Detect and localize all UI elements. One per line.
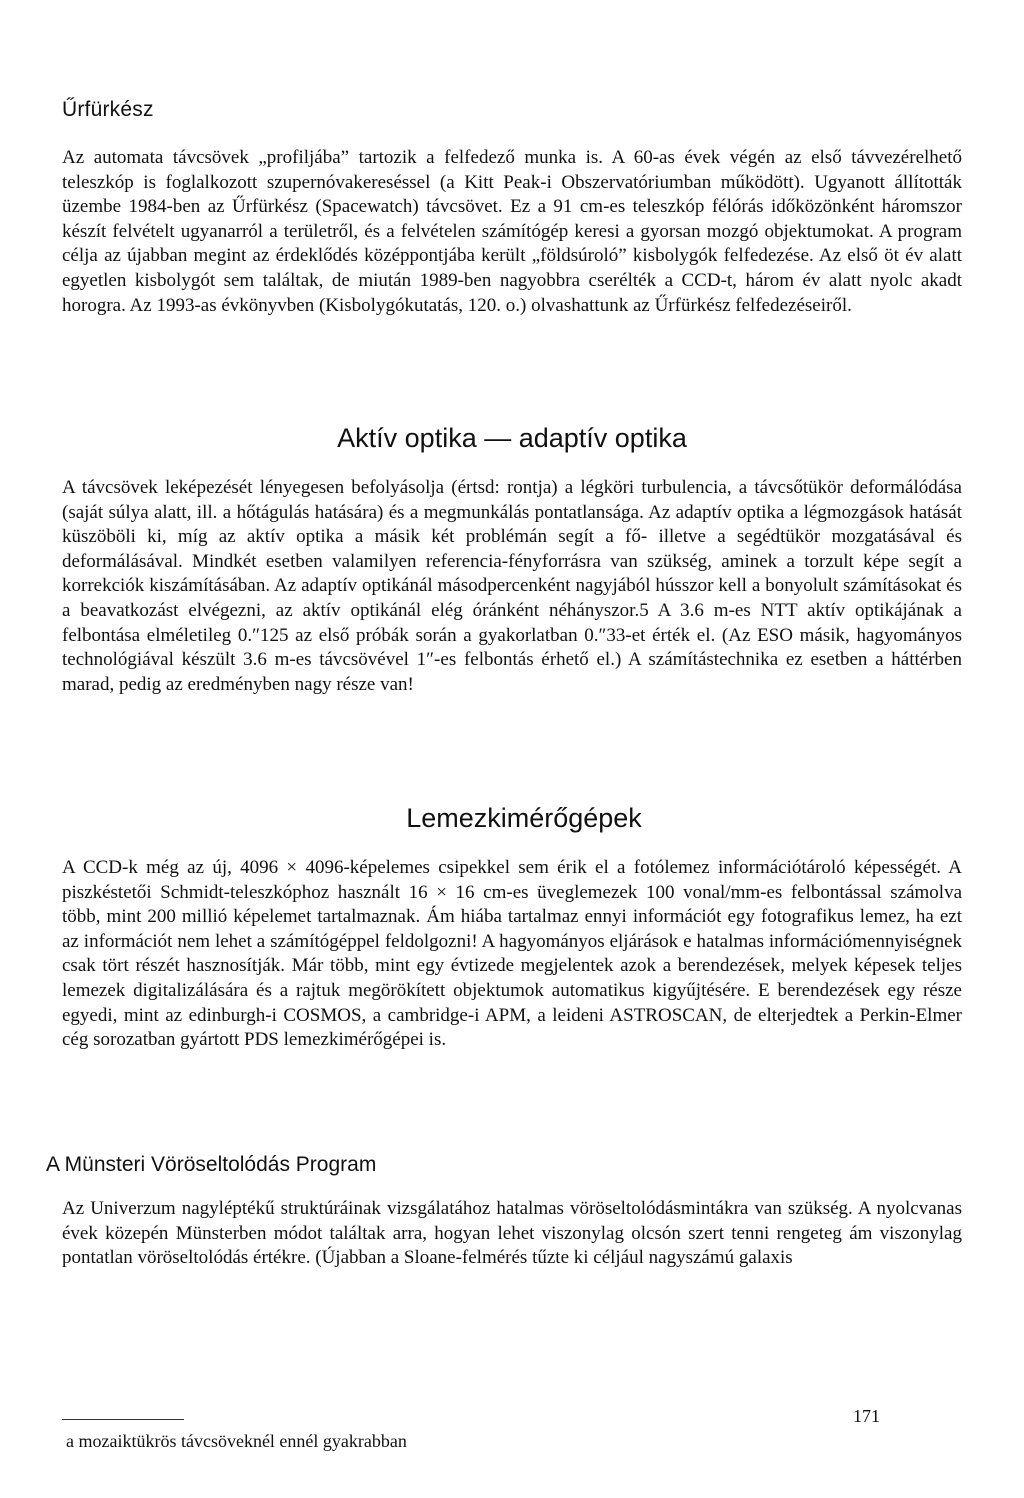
- section-munster-program: [62, 1197, 962, 1271]
- running-header: Űrfürkész: [62, 98, 154, 121]
- section-lemezkimerogepek: [62, 856, 962, 1053]
- heading-aktiv-optika: Aktív optika — adaptív optika: [337, 423, 687, 453]
- heading-munster-program: A Münsteri Vöröseltolódás Program: [46, 1153, 377, 1176]
- heading-lemezkimerogepek: Lemezkimérőgépek: [406, 803, 642, 833]
- page-number: 171: [853, 1406, 880, 1426]
- footnote: a mozaiktükrös távcsöveknél ennél gyakrabban: [66, 1431, 407, 1451]
- section-aktiv-optika: [62, 476, 962, 697]
- section-urfurkesz: [62, 146, 962, 318]
- paragraph-aktiv-optika: A távcsövek leképezését lényegesen befolyásolja (értsd: rontja) a légköri turbulencia, a távcsőtükör deformálódása (saját súlya alatt, ill. a hőtágulás hatására) és a megmunkálás pontatlansága. Az adaptív optika a légmozgások hatását küszöböli ki, míg az aktív optika a másik két problémán segít a fő- illetve a segédtükör mozgatásával és deformálásával. Mindkét esetben valamilyen referencia-fényforrásra van szükség, aminek a torzult képe segít a korrekciók kiszámításában. Az adaptív optikánál másodpercenként nagyjából hússzor kell a bonyolult számításokat és a beavatkozást elvégezni, az aktív optikánál elég óránként néhányszor.5 A 3.6 m-es NTT aktív optikájának a felbontása elméletileg 0.″125 az első próbák során a gyakorlatban 0.″33-et érték el. (Az ESO másik, hagyományos technológiával készült 3.6 m-es távcsövével 1″-es felbontás érhető el.) A számítástechnika ez esetben a háttérben marad, pedig az eredményben nagy része van!: [62, 477, 962, 695]
- paragraph-urfurkesz: Az automata távcsövek „profiljába” tartozik a felfedező munka is. A 60-as évek végén az első távvezérelhető teleszkóp is foglalkozott szupernóvakereséssel (a Kitt Peak-i Obszervatóriumban működött). Ugyanott állították üzembe 1984-ben az Űrfürkész (Spacewatch) távcsövet. Ez a 91 cm-es teleszkóp félórás időközönként háromszor készít felvételt ugyanarról a területről, és a felvételen számítógép keresi a gyorsan mozgó objektumokat. A program célja az újabban megint az érdeklődés középpontjába került „földsúroló” kisbolygók felfedezése. Az első öt év alatt egyetlen kisbolygót sem találtak, de miután 1989-ben nagyobbra cserélték a CCD-t, három év alatt nyolc akadt horogra. Az 1993-as évkönyvben (Kisbolygókutatás, 120. o.) olvashattunk az Űrfürkész felfedezéseiről.: [62, 147, 962, 316]
- footnote-divider: [62, 1419, 184, 1420]
- paragraph-munster-program: Az Univerzum nagyléptékű struktúráinak vizsgálatához hatalmas vöröseltolódásmintákra van szükség. A nyolcvanas évek közepén Münsterben módot találtak arra, hogyan lehet viszonylag olcsón szert tenni rengeteg ám viszonylag pontatlan vöröseltolódás értékre. (Újabban a Sloane-felmérés tűzte ki céljául nagyszámú galaxis: [62, 1198, 962, 1269]
- paragraph-lemezkimerogepek: A CCD-k még az új, 4096 × 4096-képelemes csipekkel sem érik el a fotólemez információtároló képességét. A piszkéstetői Schmidt-teleszkóphoz használt 16 × 16 cm-es üveglemezek 100 vonal/mm-es felbontással számolva több, mint 200 millió képelemet tartalmaznak. Ám hiába tartalmaz ennyi információt egy fotografikus lemez, ha ezt az információt nem lehet a számítógéppel feldolgozni! A hagyományos eljárások e hatalmas információmennyiségnek csak tört részét hasznosítják. Már több, mint egy évtizede megjelentek azok a berendezések, melyek képesek teljes lemezek digitalizálására és a rajtuk megörökített objektumok automatikus kigyűjtésére. E berendezések egy része egyedi, mint az edinburgh-i COSMOS, a cambridge-i APM, a leideni ASTROSCAN, de elterjedtek a Perkin-Elmer cég sorozatban gyártott PDS lemezkimérőgépei is.: [62, 857, 962, 1051]
